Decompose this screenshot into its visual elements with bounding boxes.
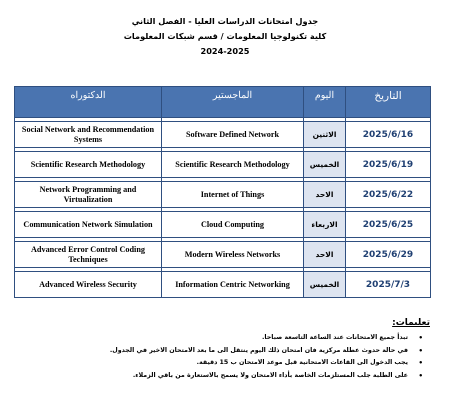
instruction-text: يجب الدخول الى القاعات الامتحانية قبل موعد الامتحان ب 15 دقيقة. bbox=[196, 359, 408, 366]
list-item bbox=[10, 332, 423, 345]
exam-day: الخميس bbox=[304, 152, 346, 178]
phd-course: Advanced Wireless Security bbox=[15, 272, 162, 298]
exam-date: 2025/6/25 bbox=[346, 212, 431, 238]
bullet-icon: • bbox=[418, 334, 423, 342]
table-row bbox=[15, 182, 431, 208]
instruction-text: في حالة حدوث عطلة مركزية فان امتحان ذلك اليوم ينتقل الى ما بعد الامتحان الاخير في الجدول. bbox=[109, 346, 408, 354]
masters-course: Software Defined Network bbox=[162, 122, 304, 148]
exam-day: الاحد bbox=[304, 182, 346, 208]
masters-course: Cloud Computing bbox=[162, 212, 304, 238]
column-header-masters: الماجستير bbox=[162, 87, 304, 118]
exam-day: الخميس bbox=[304, 272, 346, 298]
column-header-day: اليوم bbox=[304, 87, 346, 118]
column-header-date: التاريخ bbox=[346, 87, 431, 118]
bullet-icon: • bbox=[418, 371, 423, 380]
instruction-text: على الطلبة جلب المستلزمات الخاصة بأداء الامتحان ولا يسمح بالاستعارة من باقي الزملاء. bbox=[132, 371, 408, 379]
list-item bbox=[10, 357, 423, 370]
phd-course: Network Programming and Virtualization bbox=[15, 182, 162, 208]
exam-schedule-table bbox=[14, 86, 431, 298]
document-header bbox=[0, 14, 450, 59]
exam-date: 2025/6/16 bbox=[346, 122, 431, 148]
phd-course: Advanced Error Control Coding Techniques bbox=[15, 242, 162, 268]
exam-day: الاربعاء bbox=[304, 212, 346, 238]
table-header-row bbox=[15, 87, 431, 118]
list-item bbox=[10, 345, 423, 358]
phd-course: Communication Network Simulation bbox=[15, 212, 162, 238]
exam-date: 2025/6/29 bbox=[346, 242, 431, 268]
table-row bbox=[15, 272, 431, 298]
bullet-icon: • bbox=[418, 359, 423, 367]
college-department: كلية تكنولوجيا المعلومات / قسم شبكات المعلومات bbox=[123, 31, 327, 41]
table-row bbox=[15, 122, 431, 148]
phd-course: Scientific Research Methodology bbox=[15, 152, 162, 178]
bullet-icon: • bbox=[418, 346, 423, 355]
masters-course: Modern Wireless Networks bbox=[162, 242, 304, 268]
instructions-list bbox=[10, 332, 430, 382]
masters-course: Internet of Things bbox=[162, 182, 304, 208]
instructions-section bbox=[10, 318, 430, 382]
exam-day: الاثنين bbox=[304, 122, 346, 148]
exam-date: 2025/6/19 bbox=[346, 152, 431, 178]
masters-course: Information Centric Networking bbox=[162, 272, 304, 298]
exam-date: 2025/6/22 bbox=[346, 182, 431, 208]
exam-day: الاحد bbox=[304, 242, 346, 268]
list-item bbox=[10, 370, 423, 383]
instructions-title: تعليمات: bbox=[392, 318, 430, 328]
masters-course: Scientific Research Methodology bbox=[162, 152, 304, 178]
instruction-text: تبدأ جميع الامتحانات عند الساعة التاسعة صباحا. bbox=[261, 334, 408, 341]
table-row bbox=[15, 212, 431, 238]
phd-course: Social Network and Recommendation Systems bbox=[15, 122, 162, 148]
exam-date: 2025/7/3 bbox=[346, 272, 431, 298]
schedule-title: جدول امتحانات الدراسات العليا - الفصل الثاني bbox=[131, 16, 319, 26]
academic-year: 2024-2025 bbox=[200, 46, 250, 56]
table-row bbox=[15, 152, 431, 178]
table-row bbox=[15, 242, 431, 268]
column-header-phd: الدكتوراه bbox=[15, 87, 162, 118]
